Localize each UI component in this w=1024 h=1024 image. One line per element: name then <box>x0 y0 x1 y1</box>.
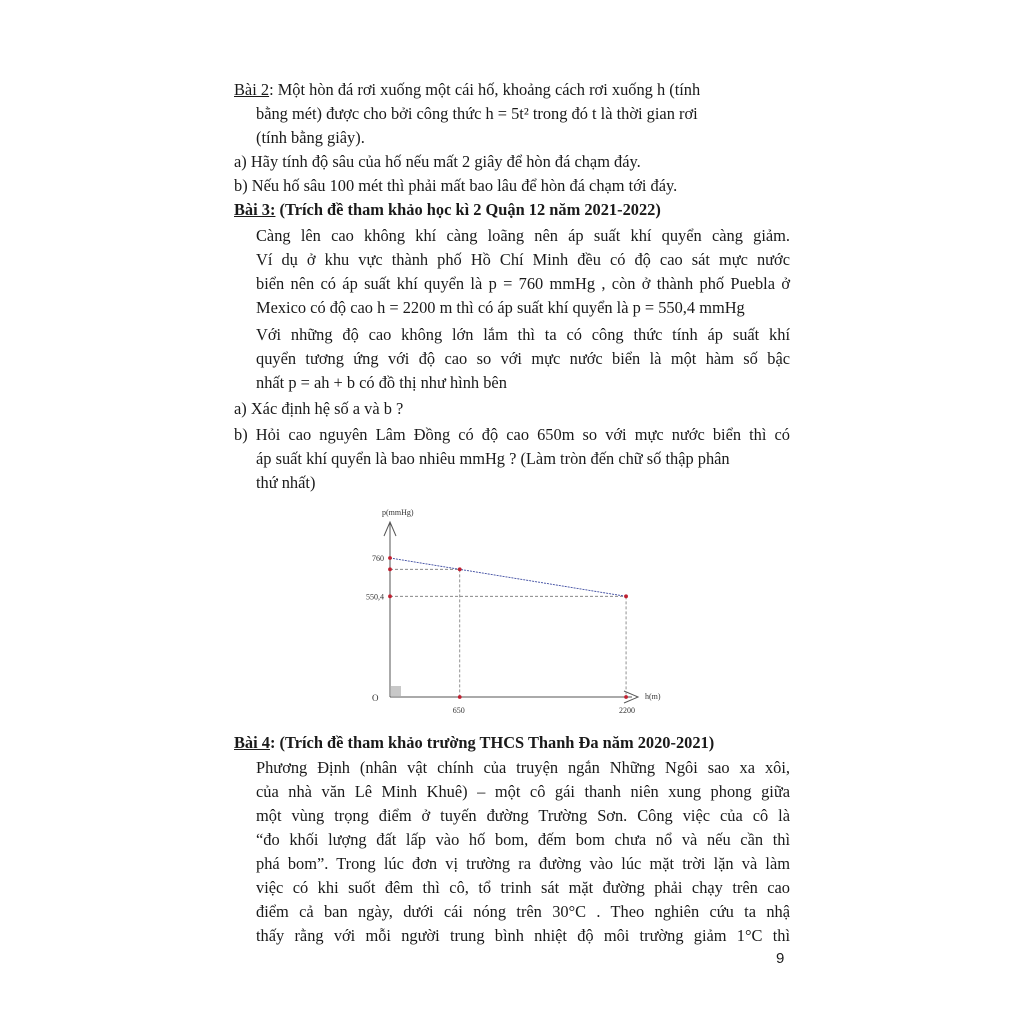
origin-label: O <box>372 693 379 703</box>
bai3-question-b-2: áp suất khí quyển là bao nhiêu mmHg ? (Làm tròn đến chữ số thập phân <box>256 449 730 468</box>
series-line <box>390 558 626 596</box>
bai4-line-8: thấy rằng với mỗi người trung bình nhiệt độ môi trường giảm 1°C thì <box>256 926 790 945</box>
bai2-text-1: Một hòn đá rơi xuống một cái hố, khoảng cách rơi xuống h (tính <box>277 80 701 99</box>
bai3-label: Bài 3: <box>234 200 276 219</box>
x-tick-label: 650 <box>452 706 465 715</box>
x-axis-point <box>624 695 628 699</box>
bai3-line-7: nhất p = ah + b có đồ thị như hình bên <box>256 373 507 392</box>
y-axis-point <box>388 594 392 598</box>
bai4-line-6: việc có khi suốt đêm thì cô, tổ trinh sát mặt đường phải chạy trên cao <box>256 878 790 897</box>
bai4-line-1: Phương Định (nhân vật chính của truyện ngắn Những Ngôi sao xa xôi, <box>256 758 790 777</box>
bai4-line-3: một vùng trọng điểm ở tuyến đường Trường Sơn. Công việc của cô là <box>256 806 790 825</box>
bai2-line-1: Bài 2: Một hòn đá rơi xuống một cái hố, khoảng cách rơi xuống h (tính <box>234 80 701 99</box>
bai2-question-b: b) Nếu hố sâu 100 mét thì phải mất bao lâu để hòn đá chạm tới đáy. <box>234 176 678 195</box>
pressure-altitude-chart <box>340 500 680 722</box>
bai4-heading <box>234 733 714 753</box>
bai4-line-7: điểm cả ban ngày, dưới cái nóng trên 30°C . Theo nghiên cứu ta nhậ <box>256 902 790 921</box>
data-point <box>458 567 462 571</box>
bai3-line-5: Với những độ cao không lớn lắm thì ta có công thức tính áp suất khí <box>256 325 790 344</box>
bai3-question-a: a) Xác định hệ số a và b ? <box>234 399 404 418</box>
x-axis-label: h(m) <box>645 692 661 701</box>
y-tick-label: 760 <box>372 553 384 563</box>
bai3-source: (Trích đề tham khảo học kì 2 Quận 12 năm 2021-2022) <box>279 200 661 219</box>
bai3-line-6: quyển tương ứng với độ cao so với mực nước biển là một hàm số bậc <box>256 349 790 368</box>
bai2-label: Bài 2 <box>234 80 270 99</box>
bai2-question-a: a) Hãy tính độ sâu của hố nếu mất 2 giây để hòn đá chạm đáy. <box>234 152 641 171</box>
right-angle-marker <box>391 686 401 696</box>
bai4-source: : (Trích đề tham khảo trường THCS Thanh Đa năm 2020-2021) <box>269 733 715 752</box>
bai2-line-2: bằng mét) được cho bởi công thức h = 5t² trong đó t là thời gian rơi <box>256 104 698 123</box>
bai4-line-4: “đo khối lượng đất lấp vào hố bom, đếm bom chưa nổ và nếu cần thì <box>256 830 790 849</box>
bai3-heading <box>234 200 661 220</box>
page-number: 9 <box>776 950 785 967</box>
y-axis-point <box>388 567 392 571</box>
bai4-line-5: phá bom”. Trong lúc đơn vị trường ra đường vào lúc mặt trời lặn và làm <box>256 854 790 873</box>
data-point <box>624 594 628 598</box>
bai4-label: Bài 4 <box>234 733 270 752</box>
bai3-line-2: Ví dụ ở khu vực thành phố Hồ Chí Minh đều có độ cao sát mực nước <box>256 250 790 269</box>
bai3-question-b-3: thứ nhất) <box>256 473 316 492</box>
bai3-line-1: Càng lên cao không khí càng loãng nên áp suất khí quyển càng giảm. <box>256 226 790 245</box>
bai3-line-4: Mexico có độ cao h = 2200 m thì có áp suất khí quyển là p = 550,4 mmHg <box>256 298 745 317</box>
bai3-line-3: biển nên có áp suất khí quyển là p = 760 mmHg , còn ở thành phố Puebla ở <box>256 274 790 293</box>
bai2-line-3: (tính bằng giây). <box>256 128 365 147</box>
y-tick-label: 550,4 <box>366 592 384 602</box>
bai4-line-2: của nhà văn Lê Minh Khuê) – một cô gái thanh niên xung phong giữa <box>256 782 790 801</box>
y-axis-label: p(mmHg) <box>382 508 414 517</box>
bai3-question-b-1: b) Hỏi cao nguyên Lâm Đồng có độ cao 650m so với mực nước biển thì có <box>234 425 790 444</box>
data-point <box>388 556 392 560</box>
x-tick-label: 2200 <box>619 706 636 715</box>
x-axis-point <box>458 695 462 699</box>
